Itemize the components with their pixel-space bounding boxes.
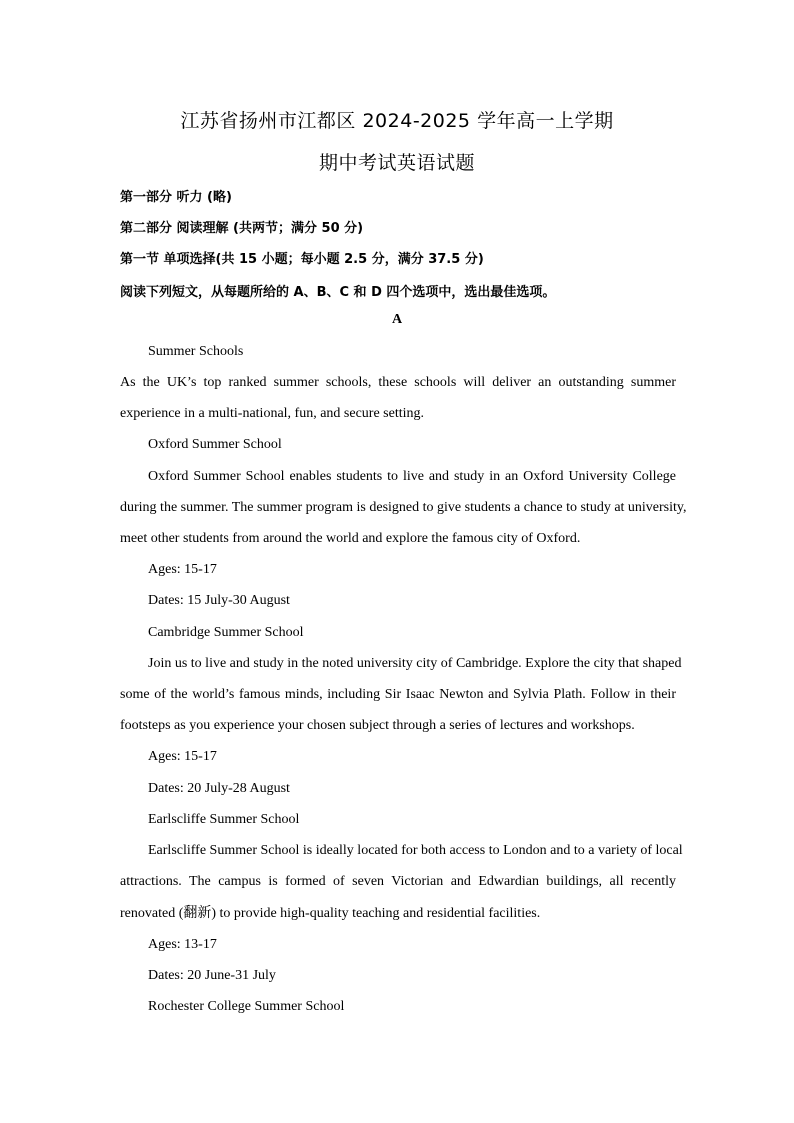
part1-heading: 第一部分 听力 (略) bbox=[120, 190, 232, 205]
oxford-heading: Oxford Summer School bbox=[148, 437, 282, 452]
oxford-line-1: Oxford Summer School enables students to live and study in an Oxford University College bbox=[148, 469, 676, 484]
intro-line-1: As the UK’s top ranked summer schools, these schools will deliver an outstanding summer bbox=[120, 375, 676, 390]
earlscliffe-heading: Earlscliffe Summer School bbox=[148, 812, 300, 827]
cambridge-line-3: footsteps as you experience your chosen subject through a series of lectures and workshops. bbox=[120, 718, 635, 733]
passage-letter: A bbox=[391, 312, 403, 327]
oxford-dates: Dates: 15 July-30 August bbox=[148, 593, 290, 608]
intro-line-2: experience in a multi-national, fun, and secure setting. bbox=[120, 406, 425, 421]
passage-heading: Summer Schools bbox=[148, 344, 244, 359]
oxford-line-2: during the summer. The summer program is designed to give students a chance to study at university, bbox=[120, 500, 687, 515]
oxford-ages: Ages: 15-17 bbox=[148, 562, 217, 577]
part2-heading: 第二部分 阅读理解 (共两节；满分 50 分) bbox=[120, 221, 364, 236]
earlscliffe-ages: Ages: 13-17 bbox=[148, 937, 217, 952]
cambridge-dates: Dates: 20 July-28 August bbox=[148, 781, 290, 796]
instruction-text: 阅读下列短文，从每题所给的 A、B、C 和 D 四个选项中，选出最佳选项。 bbox=[120, 285, 556, 300]
earlscliffe-line-3: renovated (翻新) to provide high-quality teaching and residential facilities. bbox=[120, 906, 541, 921]
earlscliffe-line-1: Earlscliffe Summer School is ideally located for both access to London and to a variety of local bbox=[148, 843, 683, 858]
earlscliffe-line-2: attractions. The campus is formed of seven Victorian and Edwardian buildings, all recently bbox=[120, 874, 676, 889]
section1-heading: 第一节 单项选择(共 15 小题；每小题 2.5 分，满分 37.5 分) bbox=[120, 252, 484, 267]
cambridge-line-1: Join us to live and study in the noted university city of Cambridge. Explore the city that shaped bbox=[148, 656, 682, 671]
document-title-line1: 江苏省扬州市江都区 2024-2025 学年高一上学期 bbox=[180, 110, 614, 132]
cambridge-ages: Ages: 15-17 bbox=[148, 749, 217, 764]
document-title-line2: 期中考试英语试题 bbox=[318, 152, 475, 174]
cambridge-heading: Cambridge Summer School bbox=[148, 625, 304, 640]
cambridge-line-2: some of the world’s famous minds, including Sir Isaac Newton and Sylvia Plath. Follow in their bbox=[120, 687, 676, 702]
earlscliffe-dates: Dates: 20 June-31 July bbox=[148, 968, 276, 983]
rochester-heading: Rochester College Summer School bbox=[148, 999, 345, 1014]
oxford-line-3: meet other students from around the world and explore the famous city of Oxford. bbox=[120, 531, 581, 546]
